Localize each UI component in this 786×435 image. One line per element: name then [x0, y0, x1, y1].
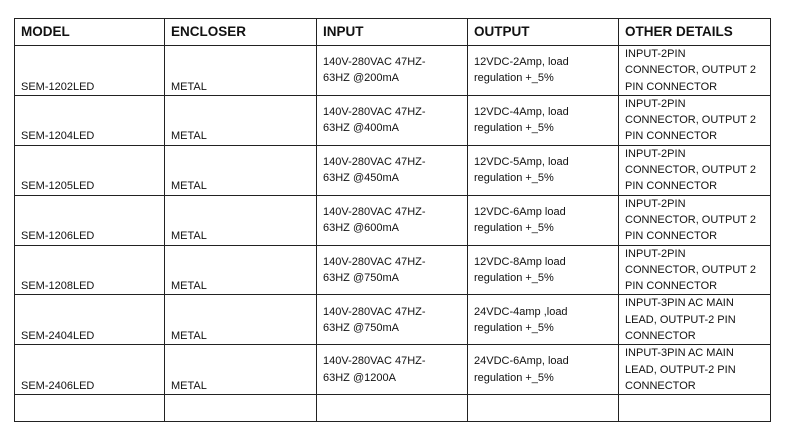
table-row [15, 345, 771, 395]
cell-input: 140V-280VAC 47HZ- 63HZ @600mA [317, 195, 468, 245]
table-row [15, 195, 771, 245]
cell-model: SEM-1204LED [15, 95, 165, 145]
cell-output: 12VDC-6Amp load regulation +_5% [468, 195, 619, 245]
cell-model: SEM-1206LED [15, 195, 165, 245]
cell-output: 24VDC-6Amp, load regulation +_5% [468, 345, 619, 395]
header-other-details: OTHER DETAILS [619, 19, 771, 46]
cell-input: 140V-280VAC 47HZ- 63HZ @200mA [317, 46, 468, 96]
cell-model: SEM-1205LED [15, 145, 165, 195]
cell-model: SEM-2404LED [15, 295, 165, 345]
empty-cell [468, 395, 619, 422]
cell-encloser: METAL [165, 295, 317, 345]
empty-table-row [15, 395, 771, 422]
cell-encloser: METAL [165, 145, 317, 195]
cell-output: 12VDC-5Amp, load regulation +_5% [468, 145, 619, 195]
cell-input: 140V-280VAC 47HZ- 63HZ @750mA [317, 245, 468, 295]
table-row [15, 46, 771, 96]
cell-model: SEM-1202LED [15, 46, 165, 96]
header-output: OUTPUT [468, 19, 619, 46]
cell-output: 12VDC-2Amp, load regulation +_5% [468, 46, 619, 96]
cell-other-details: INPUT-3PIN AC MAIN LEAD, OUTPUT-2 PIN CONNECTOR [619, 345, 771, 395]
cell-input: 140V-280VAC 47HZ- 63HZ @400mA [317, 95, 468, 145]
cell-model: SEM-2406LED [15, 345, 165, 395]
empty-cell [15, 395, 165, 422]
header-input: INPUT [317, 19, 468, 46]
cell-output: 12VDC-4Amp, load regulation +_5% [468, 95, 619, 145]
header-encloser: ENCLOSER [165, 19, 317, 46]
empty-cell [165, 395, 317, 422]
empty-cell [619, 395, 771, 422]
cell-input: 140V-280VAC 47HZ- 63HZ @450mA [317, 145, 468, 195]
cell-output: 12VDC-8Amp load regulation +_5% [468, 245, 619, 295]
header-row [15, 19, 771, 46]
cell-model: SEM-1208LED [15, 245, 165, 295]
cell-encloser: METAL [165, 46, 317, 96]
cell-encloser: METAL [165, 195, 317, 245]
table-row [15, 245, 771, 295]
table-row [15, 95, 771, 145]
cell-encloser: METAL [165, 245, 317, 295]
header-model: MODEL [15, 19, 165, 46]
empty-cell [317, 395, 468, 422]
cell-output: 24VDC-4amp ,load regulation +_5% [468, 295, 619, 345]
cell-encloser: METAL [165, 345, 317, 395]
cell-other-details: INPUT-2PIN CONNECTOR, OUTPUT 2 PIN CONNECTOR [619, 195, 771, 245]
table-row [15, 295, 771, 345]
cell-encloser: METAL [165, 95, 317, 145]
spec-table [14, 18, 771, 422]
cell-input: 140V-280VAC 47HZ- 63HZ @750mA [317, 295, 468, 345]
cell-other-details: INPUT-2PIN CONNECTOR, OUTPUT 2 PIN CONNECTOR [619, 245, 771, 295]
cell-input: 140V-280VAC 47HZ- 63HZ @1200A [317, 345, 468, 395]
cell-other-details: INPUT-3PIN AC MAIN LEAD, OUTPUT-2 PIN CONNECTOR [619, 295, 771, 345]
cell-other-details: INPUT-2PIN CONNECTOR, OUTPUT 2 PIN CONNECTOR [619, 95, 771, 145]
cell-other-details: INPUT-2PIN CONNECTOR, OUTPUT 2 PIN CONNECTOR [619, 46, 771, 96]
table-row [15, 145, 771, 195]
cell-other-details: INPUT-2PIN CONNECTOR, OUTPUT 2 PIN CONNECTOR [619, 145, 771, 195]
